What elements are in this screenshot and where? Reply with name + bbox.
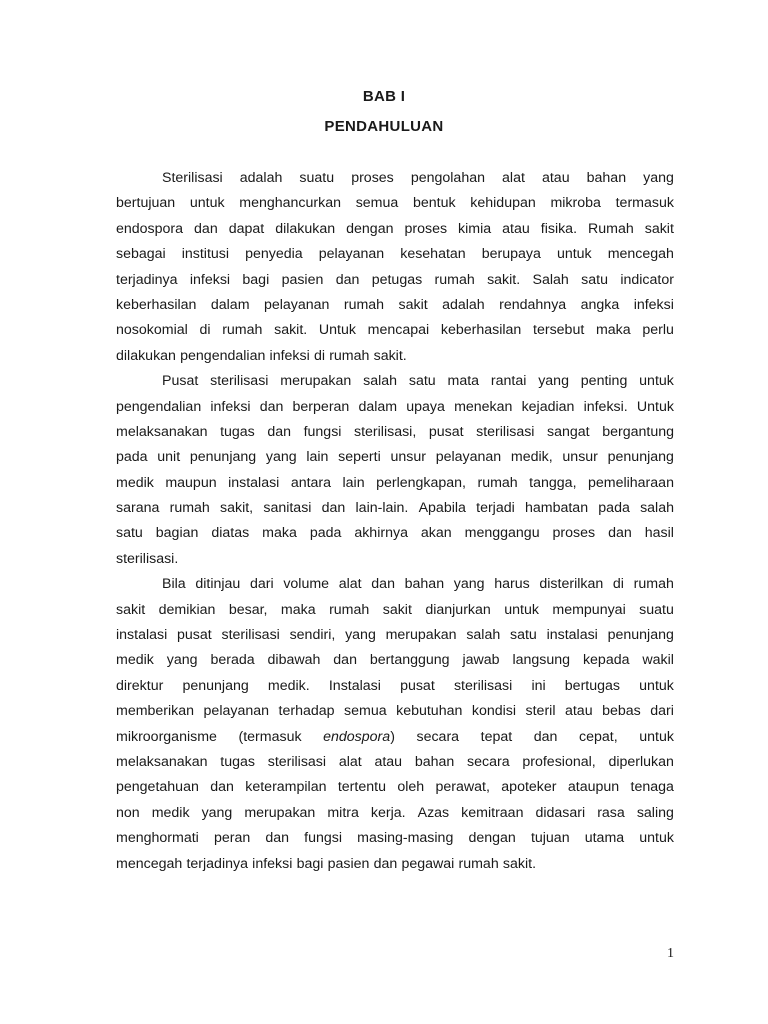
- paragraph-line: medik maupun instalasi antara lain perlengkapan, rumah tangga, pemeliharaan: [116, 474, 674, 491]
- paragraph-line: direktur penunjang medik. Instalasi pusat sterilisasi ini bertugas untuk: [116, 677, 674, 694]
- paragraph: [116, 369, 674, 572]
- paragraph-line: terjadinya infeksi bagi pasien dan petugas rumah sakit. Salah satu indicator: [116, 271, 674, 288]
- paragraph-line: pada unit penunjang yang lain seperti unsur pelayanan medik, unsur penunjang: [116, 449, 674, 466]
- paragraph-line: sebagai institusi penyedia pelayanan kesehatan berupaya untuk mencegah: [116, 246, 674, 263]
- paragraph-line: melaksanakan tugas dan fungsi sterilisasi, pusat sterilisasi sangat bergantung: [116, 423, 674, 440]
- paragraph: [116, 572, 674, 877]
- paragraph-line: endospora dan dapat dilakukan dengan proses kimia atau fisika. Rumah sakit: [116, 220, 674, 237]
- paragraph-line: satu bagian diatas maka pada akhirnya akan menggangu proses dan hasil: [116, 525, 674, 542]
- paragraph-line: medik yang berada dibawah dan bertanggung jawab langsung kepada wakil: [116, 652, 674, 669]
- paragraph-line: menghormati peran dan fungsi masing-masing dengan tujuan utama untuk: [116, 830, 674, 847]
- paragraph-line: Sterilisasi adalah suatu proses pengolahan alat atau bahan yang: [162, 170, 674, 186]
- chapter-number: BAB I: [362, 88, 406, 105]
- paragraph-line: sakit demikian besar, maka rumah sakit dianjurkan untuk mempunyai suatu: [116, 601, 674, 618]
- paragraph-line: pengetahuan dan keterampilan tertentu oleh perawat, apoteker ataupun tenaga: [116, 779, 674, 796]
- paragraph-line: Pusat sterilisasi merupakan salah satu mata rantai yang penting untuk: [162, 373, 674, 390]
- paragraph-line: dilakukan pengendalian infeksi di rumah sakit.: [116, 347, 407, 364]
- paragraph-line: bertujuan untuk menghancurkan semua bentuk kehidupan mikroba termasuk: [116, 195, 674, 212]
- page-number: 1: [667, 946, 674, 961]
- paragraph: [116, 166, 674, 369]
- chapter-title: PENDAHULUAN: [324, 118, 444, 135]
- paragraph-line: non medik yang merupakan mitra kerja. Azas kemitraan didasari rasa saling: [116, 804, 674, 821]
- paragraph-line: nosokomial di rumah sakit. Untuk mencapai keberhasilan tersebut maka perlu: [116, 322, 674, 339]
- paragraph-line: keberhasilan dalam pelayanan rumah sakit adalah rendahnya angka infeksi: [116, 296, 674, 313]
- paragraph-line: instalasi pusat sterilisasi sendiri, yang merupakan salah satu instalasi penunjang: [116, 627, 674, 644]
- paragraph-line: memberikan pelayanan terhadap semua kebutuhan kondisi steril atau bebas dari: [116, 703, 674, 720]
- paragraph-line: sarana rumah sakit, sanitasi dan lain-lain. Apabila terjadi hambatan pada salah: [116, 500, 674, 517]
- paragraph-line: Bila ditinjau dari volume alat dan bahan yang harus disterilkan di rumah: [162, 576, 674, 593]
- body-text: [116, 166, 674, 877]
- paragraph-line: mencegah terjadinya infeksi bagi pasien dan pegawai rumah sakit.: [116, 855, 537, 872]
- paragraph-line: melaksanakan tugas sterilisasi alat atau bahan secara profesional, diperlukan: [116, 753, 674, 770]
- paragraph-line: pengendalian infeksi dan berperan dalam upaya menekan kejadian infeksi. Untuk: [116, 398, 674, 415]
- paragraph-line: mikroorganisme (termasuk endospora) secara tepat dan cepat, untuk: [116, 728, 674, 745]
- paragraph-line: sterilisasi.: [116, 550, 179, 567]
